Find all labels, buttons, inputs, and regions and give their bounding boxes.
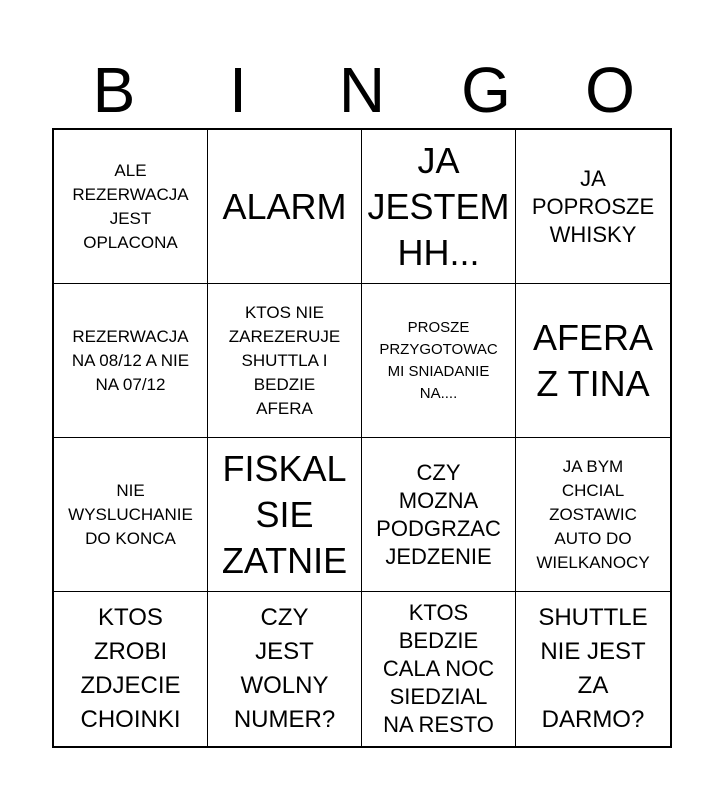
- title-letter-g: G: [461, 54, 511, 126]
- cell-text: ALARM: [222, 185, 347, 227]
- title-letter-i: I: [229, 54, 247, 126]
- cell-text: AFERA Z TINA: [532, 316, 654, 404]
- cell-text: SHUTTLE NIE JEST ZA DARMO?: [538, 604, 648, 733]
- bingo-card: [52, 128, 672, 748]
- bingo-cell-r4c1[interactable]: [54, 592, 208, 746]
- cell-text: REZERWACJA NA 08/12 A NIE NA 07/12: [71, 326, 190, 394]
- bingo-cell-r2c2[interactable]: [208, 284, 362, 438]
- cell-text: JA BYM CHCIAL ZOSTAWIC AUTO DO WIELKANOCY: [536, 456, 650, 572]
- title-letter-o: O: [585, 54, 635, 126]
- title-letter-n: N: [338, 54, 386, 126]
- bingo-cell-r1c2[interactable]: [208, 130, 362, 284]
- bingo-cell-r1c1[interactable]: [54, 130, 208, 284]
- bingo-cell-r3c3[interactable]: [362, 438, 516, 592]
- cell-text: NIE WYSLUCHANIE DO KONCA: [68, 480, 193, 548]
- cell-text: FISKAL SIE ZATNIE: [221, 447, 348, 581]
- bingo-cell-r3c4[interactable]: [516, 438, 670, 592]
- bingo-cell-r4c3[interactable]: [362, 592, 516, 746]
- bingo-cell-r4c2[interactable]: [208, 592, 362, 746]
- bingo-cell-r1c3[interactable]: [362, 130, 516, 284]
- bingo-cell-r3c1[interactable]: [54, 438, 208, 592]
- cell-text: JA JESTEM HH...: [367, 139, 510, 273]
- cell-text: CZY JEST WOLNY NUMER?: [233, 604, 336, 733]
- bingo-cell-r2c4[interactable]: [516, 284, 670, 438]
- bingo-title: [52, 52, 672, 128]
- cell-text: KTOS BEDZIE CALA NOC SIEDZIAL NA RESTO: [382, 600, 495, 737]
- cell-text: KTOS ZROBI ZDJECIE CHOINKI: [80, 604, 181, 733]
- bingo-cell-r2c3[interactable]: [362, 284, 516, 438]
- bingo-cell-r4c4[interactable]: [516, 592, 670, 746]
- title-letter-b: B: [92, 54, 136, 126]
- cell-text: KTOS NIE ZAREZERUJE SHUTTLA I BEDZIE AFERA: [228, 302, 341, 418]
- bingo-cell-r3c2[interactable]: [208, 438, 362, 592]
- cell-text: ALE REZERWACJA JEST OPLACONA: [72, 160, 189, 252]
- cell-text: JA POPROSZE WHISKY: [531, 165, 655, 247]
- bingo-cell-r2c1[interactable]: [54, 284, 208, 438]
- bingo-cell-r1c4[interactable]: [516, 130, 670, 284]
- cell-text: PROSZE PRZYGOTOWAC MI SNIADANIE NA....: [379, 318, 498, 402]
- cell-text: CZY MOZNA PODGRZAC JEDZENIE: [376, 459, 501, 569]
